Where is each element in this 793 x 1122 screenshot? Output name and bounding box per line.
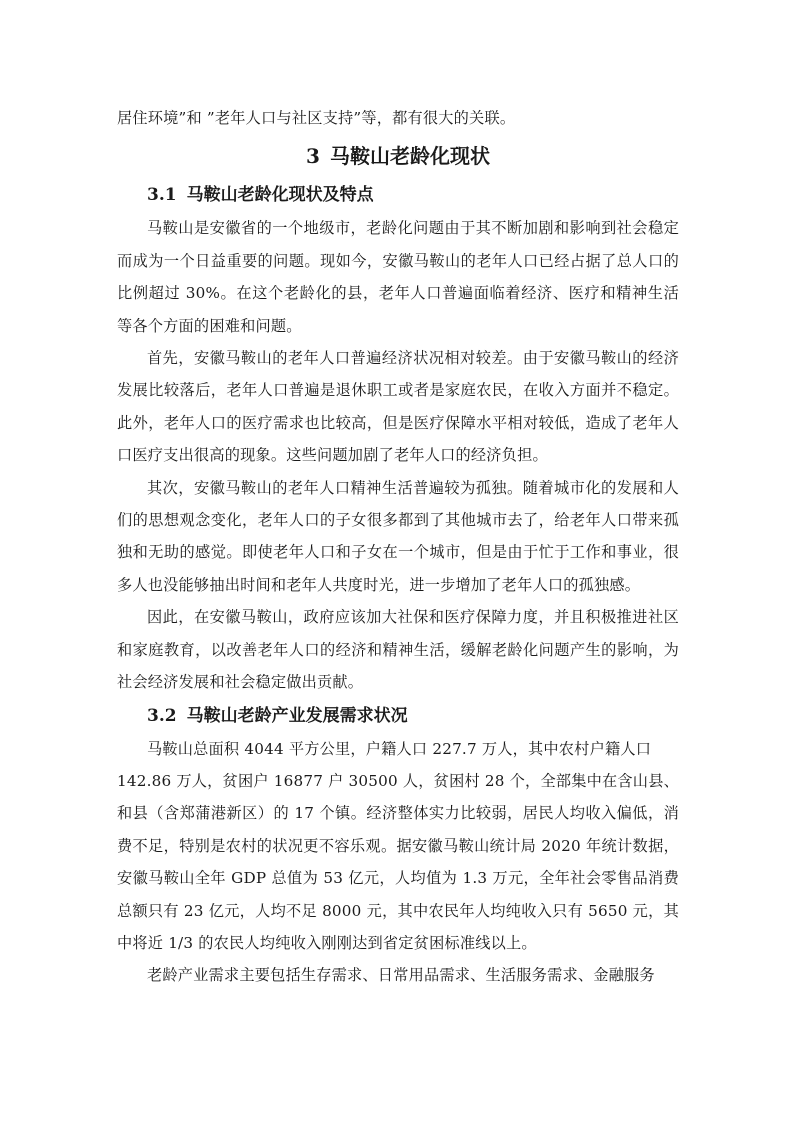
paragraph: 其次，安徽马鞍山的老年人口精神生活普遍较为孤独。随着城市化的发展和人们的思想观念变化，老年人口的子女很多都到了其他城市去了，给老年人口带来孤独和无助的感觉。即使老年人口和子女在一个城市，但是由于忙于工作和事业，很多人也没能够抽出时间和老年人共度时光，进一步增加了老年人口的孤独感。: [117, 478, 679, 594]
document-page: [117, 102, 679, 992]
section-title: 马鞍山老龄产业发展需求状况: [186, 705, 408, 726]
paragraph-first-line: 马鞍山总面积 4044 平方公里，户籍人口 227.7 万人，其中农村户籍人口: [147, 739, 652, 758]
paragraph: 马鞍山是安徽省的一个地级市，老龄化问题由于其不断加剧和影响到社会稳定而成为一个日益重要的问题。现如今，安徽马鞍山的老年人口已经占据了总人口的比例超过 30%。在这个老龄化的县，老年人口普遍面临着经济、医疗和精神生活等各个方面的困难和问题。: [117, 219, 679, 335]
chapter-number: 3: [306, 144, 320, 169]
section-number: 3.1: [147, 185, 177, 206]
section-number: 3.2: [147, 705, 177, 726]
section-heading-3-1: [117, 178, 679, 212]
paragraph: 因此，在安徽马鞍山，政府应该加大社保和医疗保障力度，并且积极推进社区和家庭教育，以改善老年人口的经济和精神生活，缓解老龄化问题产生的影响，为社会经济发展和社会稳定做出贡献。: [117, 608, 679, 692]
section-title: 马鞍山老龄化现状及特点: [186, 185, 374, 206]
paragraph: 首先，安徽马鞍山的老年人口普遍经济状况相对较差。由于安徽马鞍山的经济发展比较落后，老年人口普遍是退休职工或者是家庭农民，在收入方面并不稳定。此外，老年人口的医疗需求也比较高，但是医疗保障水平相对较低，造成了老年人口医疗支出很高的现象。这些问题加剧了老年人口的经济负担。: [117, 349, 679, 465]
paragraph-continuation: 142.86 万人，贫困户 16877 户 30500 人，贫困村 28 个，全部集中在含山县、和县（含郑蒲港新区）的 17 个镇。经济整体实力比较弱，居民人均收入偏低，消费不足，特别是农村的状况更不容乐观。据安徽马鞍山统计局 2020 年统计数据，安徽马鞍山全年 GDP 总值为 53 亿元，人均值为 1.3 万元，全年社会零售品消费总额只有 23 亿元，人均不足 8000 元，其中农民年人均纯收入只有 5650 元，其中将近 1/3 的农民人均纯收入刚刚达到省定贫困标准线以上。: [117, 771, 679, 952]
chapter-heading: [117, 134, 679, 178]
opening-line: 居住环境”和 ”老年人口与社区支持”等，都有很大的关联。: [117, 109, 516, 127]
paragraph: 老龄产业需求主要包括生存需求、日常用品需求、生活服务需求、金融服务: [147, 966, 655, 985]
chapter-title: 马鞍山老龄化现状: [329, 144, 490, 169]
section-heading-3-2: [117, 699, 679, 733]
